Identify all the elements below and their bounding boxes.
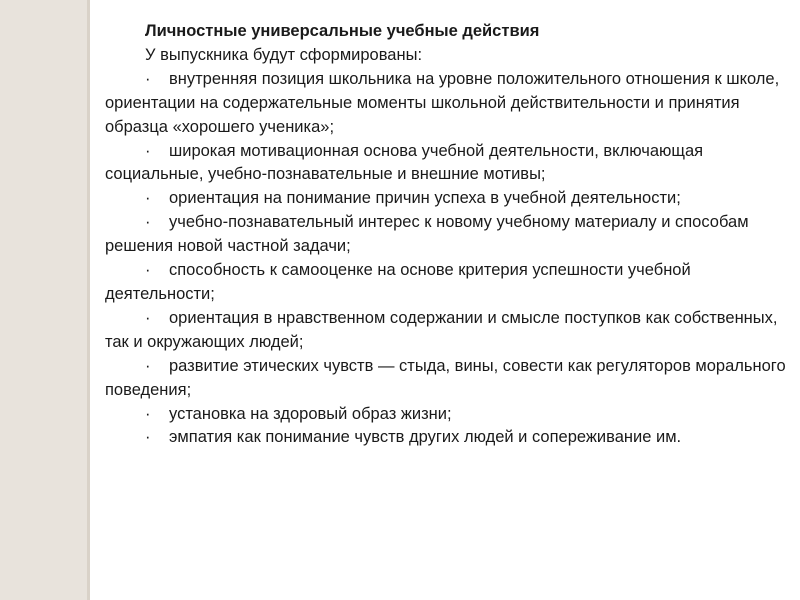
bullet-icon: · <box>145 189 151 208</box>
bullet-icon: · <box>145 213 151 232</box>
slide-title: Личностные универсальные учебные действия <box>145 22 540 40</box>
list-item <box>105 187 795 211</box>
list-item-text: эмпатия как понимание чувств других людей и сопереживание им. <box>169 428 682 447</box>
list-item <box>105 403 795 427</box>
list-item <box>105 355 795 403</box>
bullet-icon: · <box>145 356 151 375</box>
list-item <box>105 140 795 188</box>
left-band-edge <box>87 0 90 600</box>
list-item-text: развитие этических чувств — стыда, вины, совести как регуляторов морального поведения; <box>105 356 786 399</box>
bullet-icon: · <box>145 141 151 160</box>
list-item-text: способность к самооценке на основе критерия успешности учебной деятельности; <box>105 261 691 303</box>
list-item-text: широкая мотивационная основа учебной деятельности, включающая социальные, учебно-познавательные и внешние мотивы; <box>105 141 704 184</box>
list-item <box>105 307 795 355</box>
slide-content <box>105 20 795 450</box>
bullet-list <box>105 68 795 451</box>
bullet-icon: · <box>145 404 151 423</box>
list-item-text: ориентация в нравственном содержании и смысле поступков как собственных, так и окружающих людей; <box>105 308 778 351</box>
list-item <box>105 259 795 307</box>
bullet-icon: · <box>145 261 151 280</box>
list-item <box>105 211 795 259</box>
bullet-icon: · <box>145 308 151 327</box>
list-item-text: ориентация на понимание причин успеха в учебной деятельности; <box>169 189 681 208</box>
list-item <box>105 68 795 140</box>
bullet-icon: · <box>145 69 151 88</box>
list-item-text: установка на здоровый образ жизни; <box>169 404 452 423</box>
list-item-text: учебно-познавательный интерес к новому учебному материалу и способам решения новой частной задачи; <box>105 213 749 256</box>
slide-intro: У выпускника будут сформированы: <box>145 45 423 64</box>
list-item-text: внутренняя позиция школьника на уровне положительного отношения к школе, ориентации на содержательные моменты школьной действительности и принятия образца «хорошего ученика»; <box>105 69 780 136</box>
left-decorative-band <box>0 0 87 600</box>
list-item <box>105 426 795 450</box>
bullet-icon: · <box>145 428 151 447</box>
